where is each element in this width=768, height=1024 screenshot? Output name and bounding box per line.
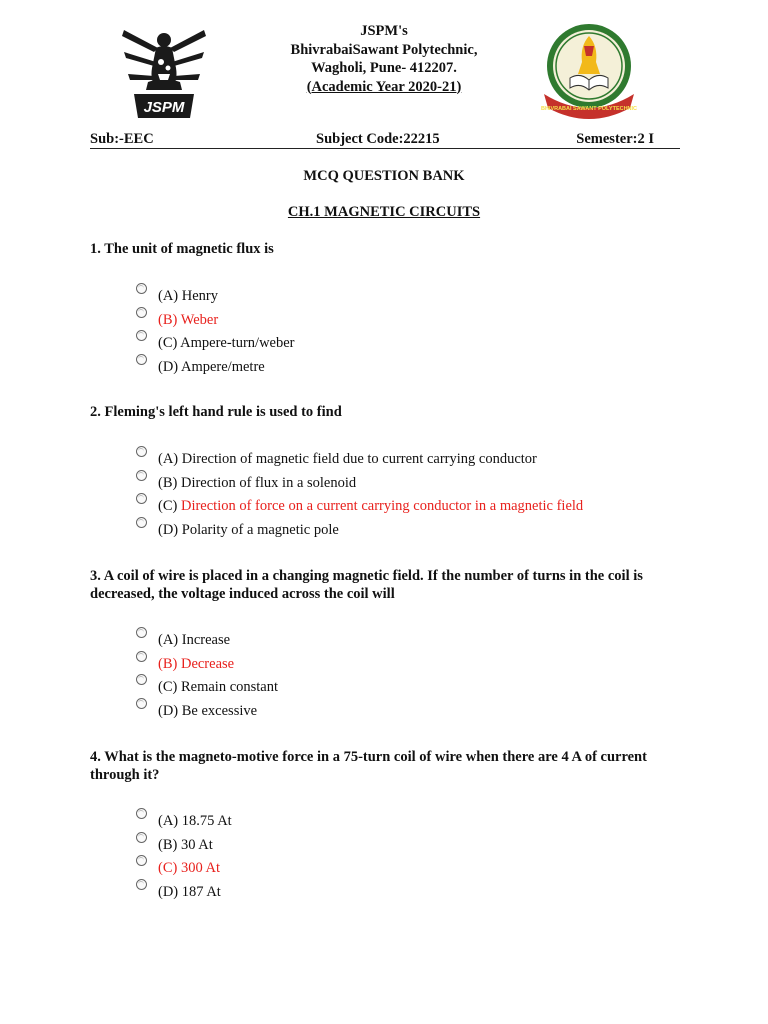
option-list	[136, 812, 696, 906]
question-text: 2. Fleming's left hand rule is used to find	[90, 404, 342, 420]
option-prefix: (A)	[158, 451, 182, 467]
radio-button-icon[interactable]	[136, 517, 147, 528]
option-label	[158, 678, 278, 696]
option-prefix: (B)	[158, 474, 181, 491]
option-prefix: (A)	[158, 632, 182, 648]
option-value: Decrease	[180, 655, 235, 672]
radio-button-icon[interactable]	[136, 330, 147, 341]
question-text: 3. A coil of wire is placed in a changing magnetic field. If the number of turns in the coil is decreased, the voltage induced across the coil will	[90, 568, 643, 602]
answer-option[interactable]	[136, 655, 696, 679]
answer-option[interactable]	[136, 287, 696, 311]
option-label	[158, 287, 218, 305]
radio-button-icon[interactable]	[136, 698, 147, 709]
answer-option[interactable]	[136, 334, 696, 358]
question-text: 1. The unit of magnetic flux is	[90, 241, 274, 257]
answer-option[interactable]	[136, 497, 696, 521]
option-prefix: (C)	[158, 335, 181, 351]
radio-button-icon[interactable]	[136, 808, 147, 819]
option-prefix: (C)	[158, 679, 181, 695]
radio-button-icon[interactable]	[136, 674, 147, 685]
option-label	[158, 358, 265, 376]
subject-label: Sub:-EEC	[90, 131, 154, 147]
option-prefix: (A)	[158, 288, 182, 304]
option-label	[158, 450, 537, 468]
option-value: 300 At	[180, 860, 221, 876]
option-value: Direction of force on a current carrying conductor in a magnetic field	[180, 498, 584, 514]
option-label	[158, 474, 356, 492]
chapter-title: CH.1 MAGNETIC CIRCUITS	[287, 204, 481, 220]
option-prefix: (C)	[158, 498, 181, 514]
option-prefix: (B)	[158, 836, 181, 853]
option-value: Direction of flux in a solenoid	[180, 474, 357, 491]
option-label	[158, 311, 218, 329]
radio-button-icon[interactable]	[136, 354, 147, 365]
radio-button-icon[interactable]	[136, 493, 147, 504]
academic-year: (Academic Year 2020-21)	[306, 78, 462, 95]
option-label	[158, 859, 220, 877]
institute-address: Wagholi, Pune- 412207.	[311, 60, 457, 76]
answer-option[interactable]	[136, 859, 696, 883]
answer-option[interactable]	[136, 474, 696, 498]
option-prefix: (D)	[158, 883, 182, 900]
option-prefix: (A)	[158, 813, 182, 829]
option-label	[158, 655, 234, 673]
option-label	[158, 883, 221, 901]
option-list	[136, 631, 696, 725]
option-prefix: (B)	[158, 655, 181, 672]
option-value: Be excessive	[181, 702, 258, 719]
option-prefix: (D)	[158, 702, 182, 719]
answer-option[interactable]	[136, 883, 696, 907]
option-list	[136, 450, 696, 544]
radio-button-icon[interactable]	[136, 627, 147, 638]
answer-option[interactable]	[136, 631, 696, 655]
option-label	[158, 521, 339, 539]
radio-button-icon[interactable]	[136, 879, 147, 890]
answer-option[interactable]	[136, 678, 696, 702]
option-value: 18.75 At	[181, 813, 232, 829]
radio-button-icon[interactable]	[136, 283, 147, 294]
option-value: Remain constant	[180, 679, 279, 695]
subject-meta-row	[90, 131, 680, 149]
question-text: 4. What is the magneto-motive force in a 75-turn coil of wire when there are 4 A of current through it?	[90, 749, 647, 783]
option-value: Ampere-turn/weber	[180, 335, 295, 351]
option-prefix: (D)	[158, 358, 181, 375]
institute-heading	[250, 22, 518, 96]
polytechnic-seal-icon	[540, 22, 638, 122]
option-value: Henry	[181, 288, 219, 304]
answer-option[interactable]	[136, 836, 696, 860]
option-label	[158, 702, 257, 720]
radio-button-icon[interactable]	[136, 470, 147, 481]
radio-button-icon[interactable]	[136, 651, 147, 662]
option-label	[158, 812, 232, 830]
option-value: Polarity of a magnetic pole	[181, 521, 339, 538]
option-label	[158, 334, 295, 352]
option-prefix: (D)	[158, 521, 182, 538]
institute-line-1: JSPM's	[360, 23, 408, 39]
answer-option[interactable]	[136, 812, 696, 836]
option-list	[136, 287, 696, 381]
answer-option[interactable]	[136, 702, 696, 726]
header-divider	[90, 148, 680, 149]
option-label	[158, 836, 213, 854]
option-prefix: (C)	[158, 860, 181, 876]
answer-option[interactable]	[136, 358, 696, 382]
institute-name: BhivrabaiSawant Polytechnic,	[290, 41, 478, 58]
bank-title: MCQ QUESTION BANK	[303, 168, 465, 184]
answer-option[interactable]	[136, 450, 696, 474]
polytechnic-seal-text: BHIVRABAI SAWANT POLYTECHNIC	[540, 106, 638, 112]
option-value: Increase	[181, 632, 231, 648]
radio-button-icon[interactable]	[136, 832, 147, 843]
option-label	[158, 497, 583, 515]
jspm-logo-text: JSPM	[143, 99, 185, 116]
radio-button-icon[interactable]	[136, 446, 147, 457]
option-value: Direction of magnetic field due to current carrying conductor	[181, 451, 537, 467]
semester-label: Semester:2 I	[576, 131, 654, 147]
option-value: 187 At	[181, 883, 221, 900]
option-value: Weber	[180, 311, 219, 328]
option-label	[158, 631, 230, 649]
answer-option[interactable]	[136, 311, 696, 335]
jspm-logo-icon	[118, 22, 210, 122]
option-prefix: (B)	[158, 311, 181, 328]
radio-button-icon[interactable]	[136, 307, 147, 318]
radio-button-icon[interactable]	[136, 855, 147, 866]
option-value: 30 At	[180, 836, 213, 853]
subject-code: Subject Code:22215	[316, 131, 440, 147]
answer-option[interactable]	[136, 521, 696, 545]
option-value: Ampere/metre	[180, 358, 265, 375]
